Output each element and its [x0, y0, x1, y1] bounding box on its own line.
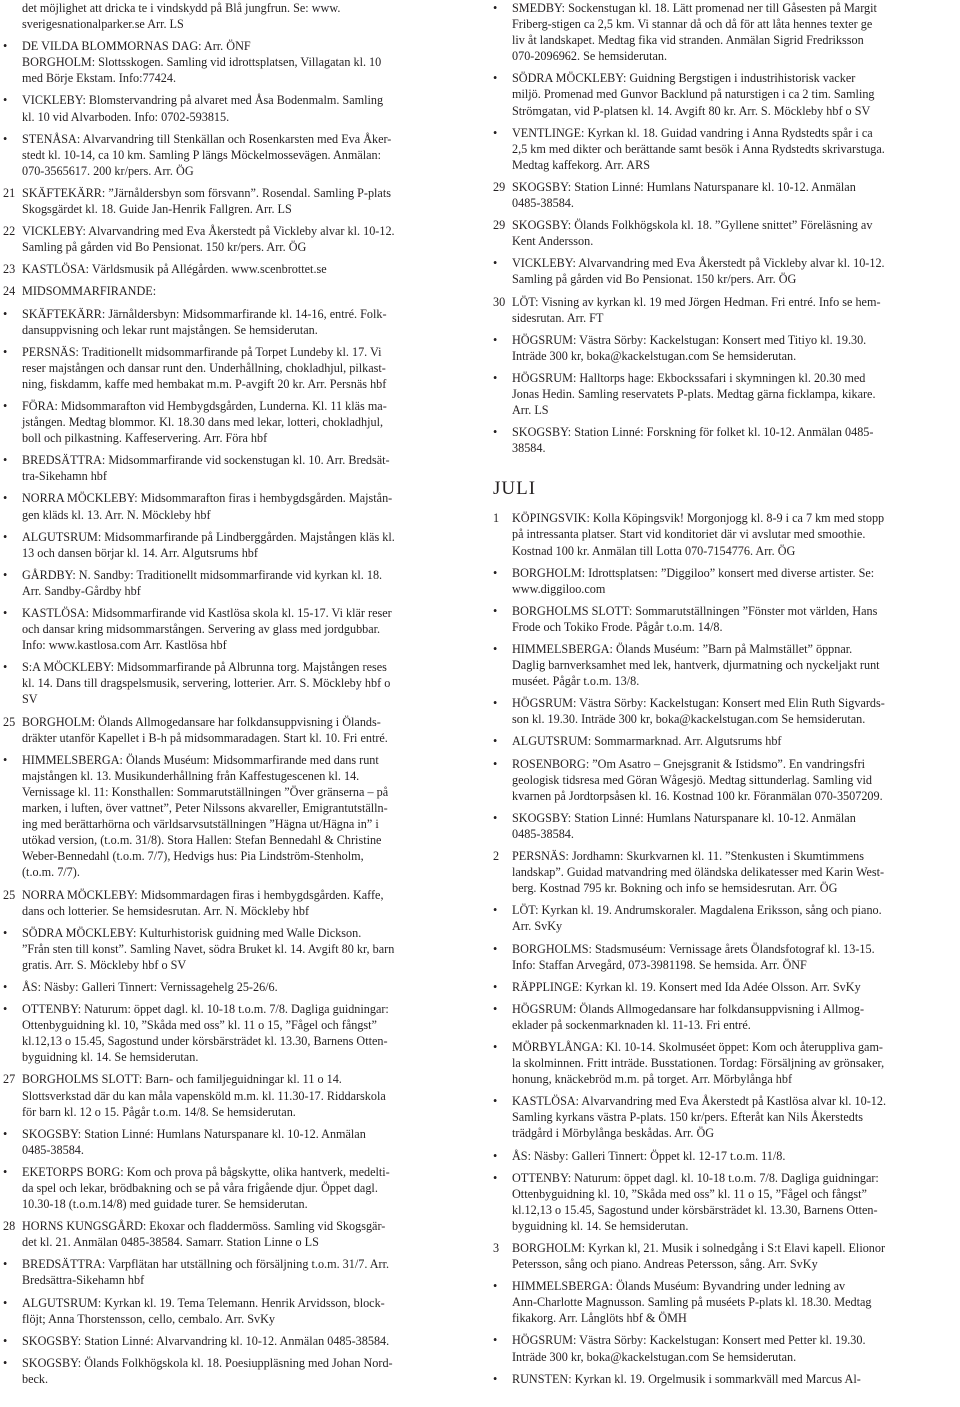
bullet-marker: •	[493, 734, 498, 749]
bullet-marker: •	[493, 565, 498, 580]
event-text: BORGHOLMS: Stadsmuséum: Vernissage årets Ölandsfotograf kl. 13-15. Info: Staffan Arvegård, 073-3981198. Se hemsida. Arr. ÖNF	[512, 941, 875, 972]
date-marker: 3	[493, 1241, 500, 1255]
bullet-marker: •	[3, 93, 8, 108]
bullet-marker: •	[3, 660, 8, 675]
event-text: BREDSÄTTRA: Varpflätan har utställning och försäljning t.o.m. 31/7. Arr. Bredsättra-Sikehamn hbf	[22, 1257, 390, 1288]
bullet-marker: •	[3, 131, 8, 146]
event-text: BORGHOLM: Ölands Allmogedansare har folkdansuppvisning i Ölands- dräkter utanför Kapellet i B-h på midsommaradagen. Start kl. 10. Fri entré.	[22, 714, 388, 745]
event-entry	[0, 887, 472, 919]
bullet-marker: •	[493, 71, 498, 86]
date-marker: 30	[493, 294, 506, 309]
event-text: VICKLEBY: Alvarvandring med Eva Åkerstedt på Vickleby alvar kl. 10-12. Samling på gården vid Bo Pensionat. 150 kr/pers. Arr. ÖG	[22, 224, 395, 255]
event-entry	[490, 848, 960, 896]
bullet-marker: •	[3, 344, 8, 359]
event-text: HIMMELSBERGA: Ölands Muséum: Midsommarfirande med dans runt majstången kl. 13. Musikunderhållning från Kaffestugescenen kl. 14. Vernissage kl. 11: Konsthallen: Sommarutställningen ”Över gränserna – på marken, i luften, över vattnet”, Peter Nilssons akvareller, Emigrantutställn- ing med berättarhörna och världsarvsutställningen ”Hägna ut/Hägna in” i utökad version, (t.o.m. 31/8). Stora Hallen: Stefan Bennedahl & Christine Weber-Bennedahl (t.o.m. 7/7), Hedvigs hus: Pia Lindström-Stenholm, (t.o.m. 7/7).	[22, 752, 389, 880]
event-text: SKOGSBY: Station Linné: Humlans Naturspanare kl. 10-12. Anmälan 0485-38584.	[512, 179, 856, 211]
event-text: SKOGSBY: Station Linné: Humlans Naturspanare kl. 10-12. Anmälan 0485-38584.	[512, 810, 856, 841]
bullet-marker: •	[493, 1, 498, 15]
event-entry	[490, 1170, 960, 1234]
event-text: ALGUTSRUM: Kyrkan kl. 19. Tema Telemann. Henrik Arvidsson, block- flöjt; Anna Thorstensson, cello, cembalo. Arr. SvKy	[22, 1295, 385, 1326]
event-text: VICKLEBY: Blomstervandring på alvaret med Åsa Bodenmalm. Samling kl. 10 vid Alvarboden. Info: 0702-593815.	[22, 93, 384, 124]
date-marker: 22	[3, 224, 16, 239]
event-entry	[490, 1371, 960, 1387]
event-entry	[490, 1148, 960, 1164]
right-column	[490, 0, 960, 1393]
bullet-marker: •	[3, 491, 8, 506]
date-marker: 25	[3, 887, 16, 902]
bullet-marker: •	[3, 529, 8, 544]
bullet-marker: •	[493, 903, 498, 918]
event-entry	[490, 1001, 960, 1033]
event-entry	[0, 398, 472, 446]
event-text: SÖDRA MÖCKLEBY: Kulturhistorisk guidning med Walle Dickson. ”Från sten till konst”. Samling Navet, södra Bruket kl. 14. Avgift 80 kr, barn gratis. Arr. S. Möckleby hbf o SV	[22, 925, 395, 972]
event-entry	[490, 510, 960, 558]
bullet-marker: •	[3, 1257, 8, 1272]
event-entry	[0, 1164, 472, 1212]
bullet-marker: •	[3, 306, 8, 321]
event-entry	[0, 1256, 472, 1288]
bullet-marker: •	[493, 1148, 498, 1163]
date-marker: 27	[3, 1072, 16, 1087]
event-entry	[0, 979, 472, 995]
event-entry	[0, 605, 472, 653]
event-text: ALGUTSRUM: Sommarmarknad. Arr. Algutsrums hbf	[512, 734, 782, 749]
bullet-marker: •	[3, 39, 8, 54]
bullet-marker: •	[493, 332, 498, 347]
bullet-marker: •	[3, 606, 8, 620]
bullet-marker: •	[493, 979, 498, 994]
event-entry	[0, 1218, 472, 1250]
event-text: VENTLINGE: Kyrkan kl. 18. Guidad vandring i Anna Rydstedts spår i ca 2,5 km med dikter och berättande samt besök i Anna Rydstedts skrivarstuga. Medtag kaffekorg. Arr. ARS	[512, 125, 885, 172]
event-text: OTTENBY: Naturum: öppet dagl. kl. 10-18 t.o.m. 7/8. Dagliga guidningar: Ottenbyguidning kl. 10, ”Skåda med oss” kl. 11 o 15, ”Fågel och fångst” kl.12,13 o 15.45, Sagostund under körsbärsträdet kl. 13.30, Barnens Otten- byguidning kl. 14. Se hemsiderutan.	[22, 1002, 389, 1065]
event-entry	[490, 0, 960, 64]
bullet-marker: •	[493, 642, 498, 656]
event-text: NORRA MÖCKLEBY: Midsommardagen firas i hembygdsgården. Kaffe, dans och lotterier. Se hemsidesrutan. Arr. N. Möckleby hbf	[22, 887, 384, 918]
event-text: HÖGSRUM: Västra Sörby: Kackelstugan: Konsert med Elin Ruth Sigvards- son kl. 19.30. Inträde 300 kr, boka@kackelstugan.com Se hemsiderutan.	[512, 696, 885, 727]
bullet-marker: •	[493, 1333, 498, 1348]
event-text: OTTENBY: Naturum: öppet dagl. kl. 10-18 t.o.m. 7/8. Dagliga guidningar: Ottenbyguidning kl. 10, ”Skåda med oss” kl. 11 o 15, ”Fågel och fångst” kl.12,13 o 15.45, Sagostund under körsbärsträdet kl. 13.30, Barnens Otten- byguidning kl. 14. Se hemsiderutan.	[512, 1170, 879, 1233]
bullet-marker: •	[493, 1279, 498, 1294]
event-text: NORRA MÖCKLEBY: Midsommarafton firas i hembygdsgården. Majstån- gen kläds kl. 13. Arr. N. Möckleby hbf	[22, 491, 393, 522]
event-text: SKÄFTEKÄRR: ”Järnåldersbyn som försvann”. Rosendal. Samling P-plats Skogsgärdet kl. 18. Guide Jan-Henrik Fallgren. Arr. LS	[22, 185, 391, 217]
event-text: ÅS: Näsby: Galleri Tinnert: Vernissagehelg 25-26/6.	[22, 979, 278, 994]
event-text: SMEDBY: Sockenstugan kl. 18. Lätt promenad ner till Gåsesten på Margit Friberg-stigen ca 2,5 km. Vi stannar då och då för att låta hennes texter ge liv åt landskapet. Medtag fika vid stranden. Anmälan Sigrid Fredriksson 070-2096962. Se hemsiderutan.	[512, 1, 877, 64]
event-text: HÖGSRUM: Ölands Allmogedansare har folkdansuppvisning i Allmog- eklader på sockenmarknaden kl. 11-13. Fri entré.	[512, 1001, 865, 1032]
event-entry	[0, 306, 472, 338]
event-text: EKETORPS BORG: Kom och prova på bågskytte, olika hantverk, medelti- da spel och lekar, brödbakning och se på våra frigående djur. Öppet dagl. 10.30-18 (t.o.m.14/8) med guidade turer. Se hemsiderutan.	[22, 1164, 390, 1212]
bullet-marker: •	[493, 125, 498, 140]
event-entry	[490, 217, 960, 249]
event-text: HÖGSRUM: Västra Sörby: Kackelstugan: Konsert med Titiyo kl. 19.30. Inträde 300 kr, boka@kackelstugan.com Se hemsiderutan.	[512, 332, 867, 363]
event-text: KASTLÖSA: Midsommarfirande vid Kastlösa skola kl. 15-17. Vi klär reser och dansar kring midsommarstången. Servering av glass med jordgubbar. Info: www.kastlosa.com Arr. Kastlösa hbf	[22, 606, 392, 653]
event-entry	[490, 603, 960, 635]
event-text: SKOGSBY: Ölands Folkhögskola kl. 18. ”Gyllene snittet” Föreläsning av Kent Andersson.	[512, 218, 873, 249]
event-entry	[0, 567, 472, 599]
date-marker: 28	[3, 1219, 16, 1234]
event-text: S:A MÖCKLEBY: Midsommarfirande på Albrunna torg. Majstången reses kl. 14. Dans till dragspelsmusik, servering, lotterier. Arr. S. Möckleby hbf o SV	[22, 660, 391, 707]
event-entry	[490, 902, 960, 934]
event-entry	[490, 1039, 960, 1087]
date-marker: 29	[493, 218, 506, 233]
event-entry	[490, 370, 960, 418]
event-entry	[0, 185, 472, 217]
bullet-marker: •	[3, 1002, 8, 1017]
event-text: LÖT: Visning av kyrkan kl. 19 med Jörgen Hedman. Fri entré. Info se hem- sidesrutan. Arr. FT	[512, 294, 881, 325]
date-marker: 23	[3, 262, 16, 277]
event-entry	[0, 1333, 472, 1349]
bullet-marker: •	[493, 256, 498, 271]
event-text: KASTLÖSA: Alvarvandring med Eva Åkerstedt på Kastlösa alvar kl. 10-12. Samling kyrkans västra P-plats. 150 kr/pers. Efteråt kan Nils Åkerstedts trädgård i Mörbylånga beskådas. Arr. ÖG	[512, 1094, 887, 1141]
bullet-marker: •	[3, 752, 8, 767]
event-entry	[490, 695, 960, 727]
event-entry	[490, 810, 960, 842]
event-entry	[490, 979, 960, 995]
event-text: BORGHOLMS SLOTT: Barn- och familjeguidningar kl. 11 o 14. Slottsverkstad där du kan måla vapensköld m.m. kl. 11.30-17. Riddarskola för barn kl. 12 o 15. Pågår t.o.m. 14/8. Se hemsiderutan.	[22, 1072, 386, 1119]
bullet-marker: •	[493, 425, 498, 440]
bullet-marker: •	[493, 1371, 498, 1386]
bullet-marker: •	[3, 1164, 8, 1179]
event-entry	[0, 223, 472, 255]
event-entry	[0, 1355, 472, 1387]
event-text: HORNS KUNGSGÅRD: Ekoxar och fladdermöss. Samling vid Skogsgär- det kl. 21. Anmälan 0485-38584. Samarr. Station Linne o LS	[22, 1219, 386, 1250]
event-text: SKÄFTEKÄRR: Järnåldersbyn: Midsommarfirande kl. 14-16, entré. Folk- dansuppvisning och lekar runt majstången. Se hemsiderutan.	[22, 306, 387, 337]
event-text: KÖPINGSVIK: Kolla Köpingsvik! Morgonjogg kl. 8-9 i ca 7 km med stopp på intressanta platser. Start vid konditoriet där vi avslutar med smoothie. Kostnad 100 kr. Anmälan till Lotta 070-7154776. Arr. ÖG	[512, 511, 885, 558]
section-heading: JULI	[493, 478, 537, 500]
event-text: ÅS: Näsby: Galleri Tinnert: Öppet kl. 12-17 t.o.m. 11/8.	[512, 1148, 786, 1163]
bullet-marker: •	[493, 603, 498, 618]
event-entry	[490, 641, 960, 689]
date-marker: 24	[3, 284, 16, 299]
event-entry	[490, 179, 960, 211]
event-text: SKOGSBY: Ölands Folkhögskola kl. 18. Poesiuppläsning med Johan Nord- beck.	[22, 1355, 393, 1386]
event-text: HIMMELSBERGA: Ölands Muséum: Byvandring under ledning av Ann-Charlotte Magnusson. Samling på muséets P-plats kl. 18.30. Medtag fikakorg. Arr. Långlöts hbf & ÖMH	[512, 1279, 872, 1326]
event-entry	[0, 659, 472, 707]
event-text: det möjlighet att dricka te i vindskydd på Blå jungfrun. Se: www. sverigesnationalparker.se Arr. LS	[22, 1, 341, 32]
event-entry	[0, 344, 472, 392]
event-text: BORGHOLM: Idrottsplatsen: ”Diggiloo” konsert med diverse artister. Se: www.diggiloo.com	[512, 565, 875, 596]
bullet-marker: •	[3, 1126, 8, 1141]
event-text: BREDSÄTTRA: Midsommarfirande vid sockenstugan kl. 10. Arr. Bredsät- tra-Sikehamn hbf	[22, 453, 390, 484]
event-entry	[0, 752, 472, 881]
bullet-marker: •	[3, 567, 8, 582]
event-entry	[0, 925, 472, 973]
event-text: SÖDRA MÖCKLEBY: Guidning Bergstigen i industrihistorisk vacker miljö. Promenad med Gunvor Backlund på naturstigen i ca 2 tim. Samling Strömgatan, vid P-platsen kl. 14. Avgift 80 kr. Arr. S. Möckleby hbf o SV	[512, 71, 875, 118]
date-marker: 1	[493, 511, 500, 526]
event-text: RUNSTEN: Kyrkan kl. 19. Orgelmusik i sommarkväll med Marcus Al-	[512, 1371, 861, 1386]
date-marker: 2	[493, 849, 500, 864]
event-entry	[0, 0, 472, 32]
event-text: ALGUTSRUM: Midsommarfirande på Lindberggården. Majstången kläs kl. 13 och dansen börjar kl. 14. Arr. Algutsrums hbf	[22, 529, 395, 560]
event-text: PERSNÄS: Jordhamn: Skurkvarnen kl. 11. ”Stenkusten i Skumtimmens landskap”. Guidad matvandring med öländska delikatesser med Karin West- berg. Kostnad 795 kr. Bokning och info se hemsidesrutan. Arr. ÖG	[512, 849, 885, 896]
event-entry	[490, 756, 960, 804]
event-text: HÖGSRUM: Halltorps hage: Ekbockssafari i skymningen kl. 20.30 med Jonas Hedin. Samling reservatets P-plats. Medtag gärna ficklampa, kikare. Arr. LS	[512, 370, 876, 418]
bullet-marker: •	[3, 453, 8, 468]
left-column	[0, 0, 472, 1393]
event-entry	[490, 1093, 960, 1141]
date-marker: 25	[3, 714, 16, 729]
event-text: KASTLÖSA: Världsmusik på Allégården. www.scenbrottet.se	[22, 262, 327, 277]
event-entry	[490, 1332, 960, 1364]
event-entry	[0, 490, 472, 522]
event-text: GÅRDBY: N. Sandby: Traditionellt midsommarfirande vid kyrkan kl. 18. Arr. Sandby-Gårdby hbf	[22, 567, 383, 598]
bullet-marker: •	[493, 756, 498, 771]
bullet-marker: •	[493, 810, 498, 825]
event-entry	[0, 261, 472, 277]
event-entry	[490, 125, 960, 173]
date-marker: 29	[493, 179, 506, 194]
bullet-marker: •	[493, 696, 498, 711]
event-entry	[0, 1071, 472, 1119]
bullet-marker: •	[3, 398, 8, 413]
event-entry	[490, 1240, 960, 1272]
event-text: MÖRBYLÅNGA: Kl. 10-14. Skolmuséet öppet: Kom och återuppliva gam- la skolminnen. Fritt inträde. Busstationen. Tordag: Försäljning av grönsaker, honung, knäckebröd m.m. på torget. Arr. Mörbylånga hbf	[512, 1039, 885, 1087]
bullet-marker: •	[493, 1094, 498, 1109]
event-entry	[490, 255, 960, 287]
bullet-marker: •	[3, 1295, 8, 1310]
bullet-marker: •	[493, 370, 498, 385]
event-entry	[490, 941, 960, 973]
event-text: RÄPPLINGE: Kyrkan kl. 19. Konsert med Ida Adée Olsson. Arr. SvKy	[512, 979, 861, 994]
event-text: FÖRA: Midsommarafton vid Hembygdsgården, Lunderna. Kl. 11 kläs ma- jstången. Medtag blommor. Kl. 18.30 dans med lekar, lotteri, chokladhjul, boll och pilkastning. Kaffeservering. Arr. Föra hbf	[22, 398, 387, 446]
event-text: BORGHOLM: Kyrkan kl, 21. Musik i solnedgång i S:t Elavi kapell. Elionor Petersson, sång och piano. Andreas Petersson, sång. Arr. SvKy	[512, 1241, 886, 1272]
event-entry	[0, 38, 472, 86]
event-entry	[490, 70, 960, 118]
event-entry	[0, 714, 472, 746]
bullet-marker: •	[3, 979, 8, 994]
event-entry	[490, 332, 960, 364]
date-marker: 21	[3, 185, 16, 200]
event-entry	[0, 529, 472, 561]
event-text: SKOGSBY: Station Linné: Humlans Naturspanare kl. 10-12. Anmälan 0485-38584.	[22, 1126, 366, 1157]
event-text: MIDSOMMARFIRANDE:	[22, 284, 157, 299]
event-entry	[490, 733, 960, 749]
event-text: LÖT: Kyrkan kl. 19. Andrumskoraler. Magdalena Eriksson, sång och piano. Arr. SvKy	[512, 903, 882, 934]
bullet-marker: •	[3, 1355, 8, 1370]
event-text: PERSNÄS: Traditionellt midsommarfirande på Torpet Lundeby kl. 17. Vi reser majstången och dansar runt den. Underhållning, chokladhjul, pilkast- ning, fiskdamm, kaffe med hembakat m.m. P-avgift 20 kr. Arr. Persnäs hbf	[22, 344, 387, 391]
bullet-marker: •	[493, 1170, 498, 1185]
event-text: ROSENBORG: ”Om Asatro – Gnejsgranit & Istidsmo”. En vandringsfri geologisk tidsresa med Göran Wågesjö. Medtag sittunderlag. Samling vid kvarnen på Jordtorpsåsen kl. 16. Kostnad 100 kr. Föranmälan 070-3507209.	[512, 756, 883, 803]
event-text: HIMMELSBERGA: Ölands Muséum: ”Barn på Malmstället” öppnar. Daglig barnverksamhet med lek, hantverk, djurmatning och nyckeljakt runt muséet. Pågår t.o.m. 13/8.	[512, 642, 880, 689]
event-entry	[0, 452, 472, 484]
event-entry	[0, 283, 472, 299]
bullet-marker: •	[493, 1001, 498, 1016]
event-text: BORGHOLMS SLOTT: Sommarutställningen ”Fönster mot världen, Hans Frode och Tokiko Frode. Pågår t.o.m. 14/8.	[512, 603, 878, 634]
event-entry	[0, 92, 472, 124]
bullet-marker: •	[3, 1333, 8, 1348]
event-entry	[0, 1001, 472, 1065]
event-entry	[490, 294, 960, 326]
event-text: VICKLEBY: Alvarvandring med Eva Åkerstedt på Vickleby alvar kl. 10-12. Samling på gården vid Bo Pensionat. 150 kr/pers. Arr. ÖG	[512, 256, 885, 287]
bullet-marker: •	[493, 1039, 498, 1054]
event-entry	[0, 1126, 472, 1158]
event-entry	[0, 131, 472, 179]
event-text: STENÅSA: Alvarvandring till Stenkällan och Rosenkarsten med Eva Åker- stedt kl. 10-14, ca 10 km. Samling P längs Möckelmossevägen. Anmälan: 070-3565617. 200 kr/pers. Arr. ÖG	[22, 131, 392, 178]
event-entry	[490, 424, 960, 456]
bullet-marker: •	[3, 925, 8, 940]
event-entry	[490, 565, 960, 597]
event-text: SKOGSBY: Station Linné: Forskning för folket kl. 10-12. Anmälan 0485- 38584.	[512, 425, 874, 456]
event-entry	[490, 1278, 960, 1326]
event-text: SKOGSBY: Station Linné: Alvarvandring kl. 10-12. Anmälan 0485-38584.	[22, 1333, 390, 1348]
event-text: DE VILDA BLOMMORNAS DAG: Arr. ÖNF BORGHOLM: Slottsskogen. Samling vid idrottsplatsen, Villagatan kl. 10 med Börje Ekstam. Info:77424.	[22, 39, 382, 86]
bullet-marker: •	[493, 941, 498, 956]
event-entry	[0, 1295, 472, 1327]
event-text: HÖGSRUM: Västra Sörby: Kackelstugan: Konsert med Petter kl. 19.30. Inträde 300 kr, boka@kackelstugan.com Se hemsiderutan.	[512, 1333, 866, 1364]
